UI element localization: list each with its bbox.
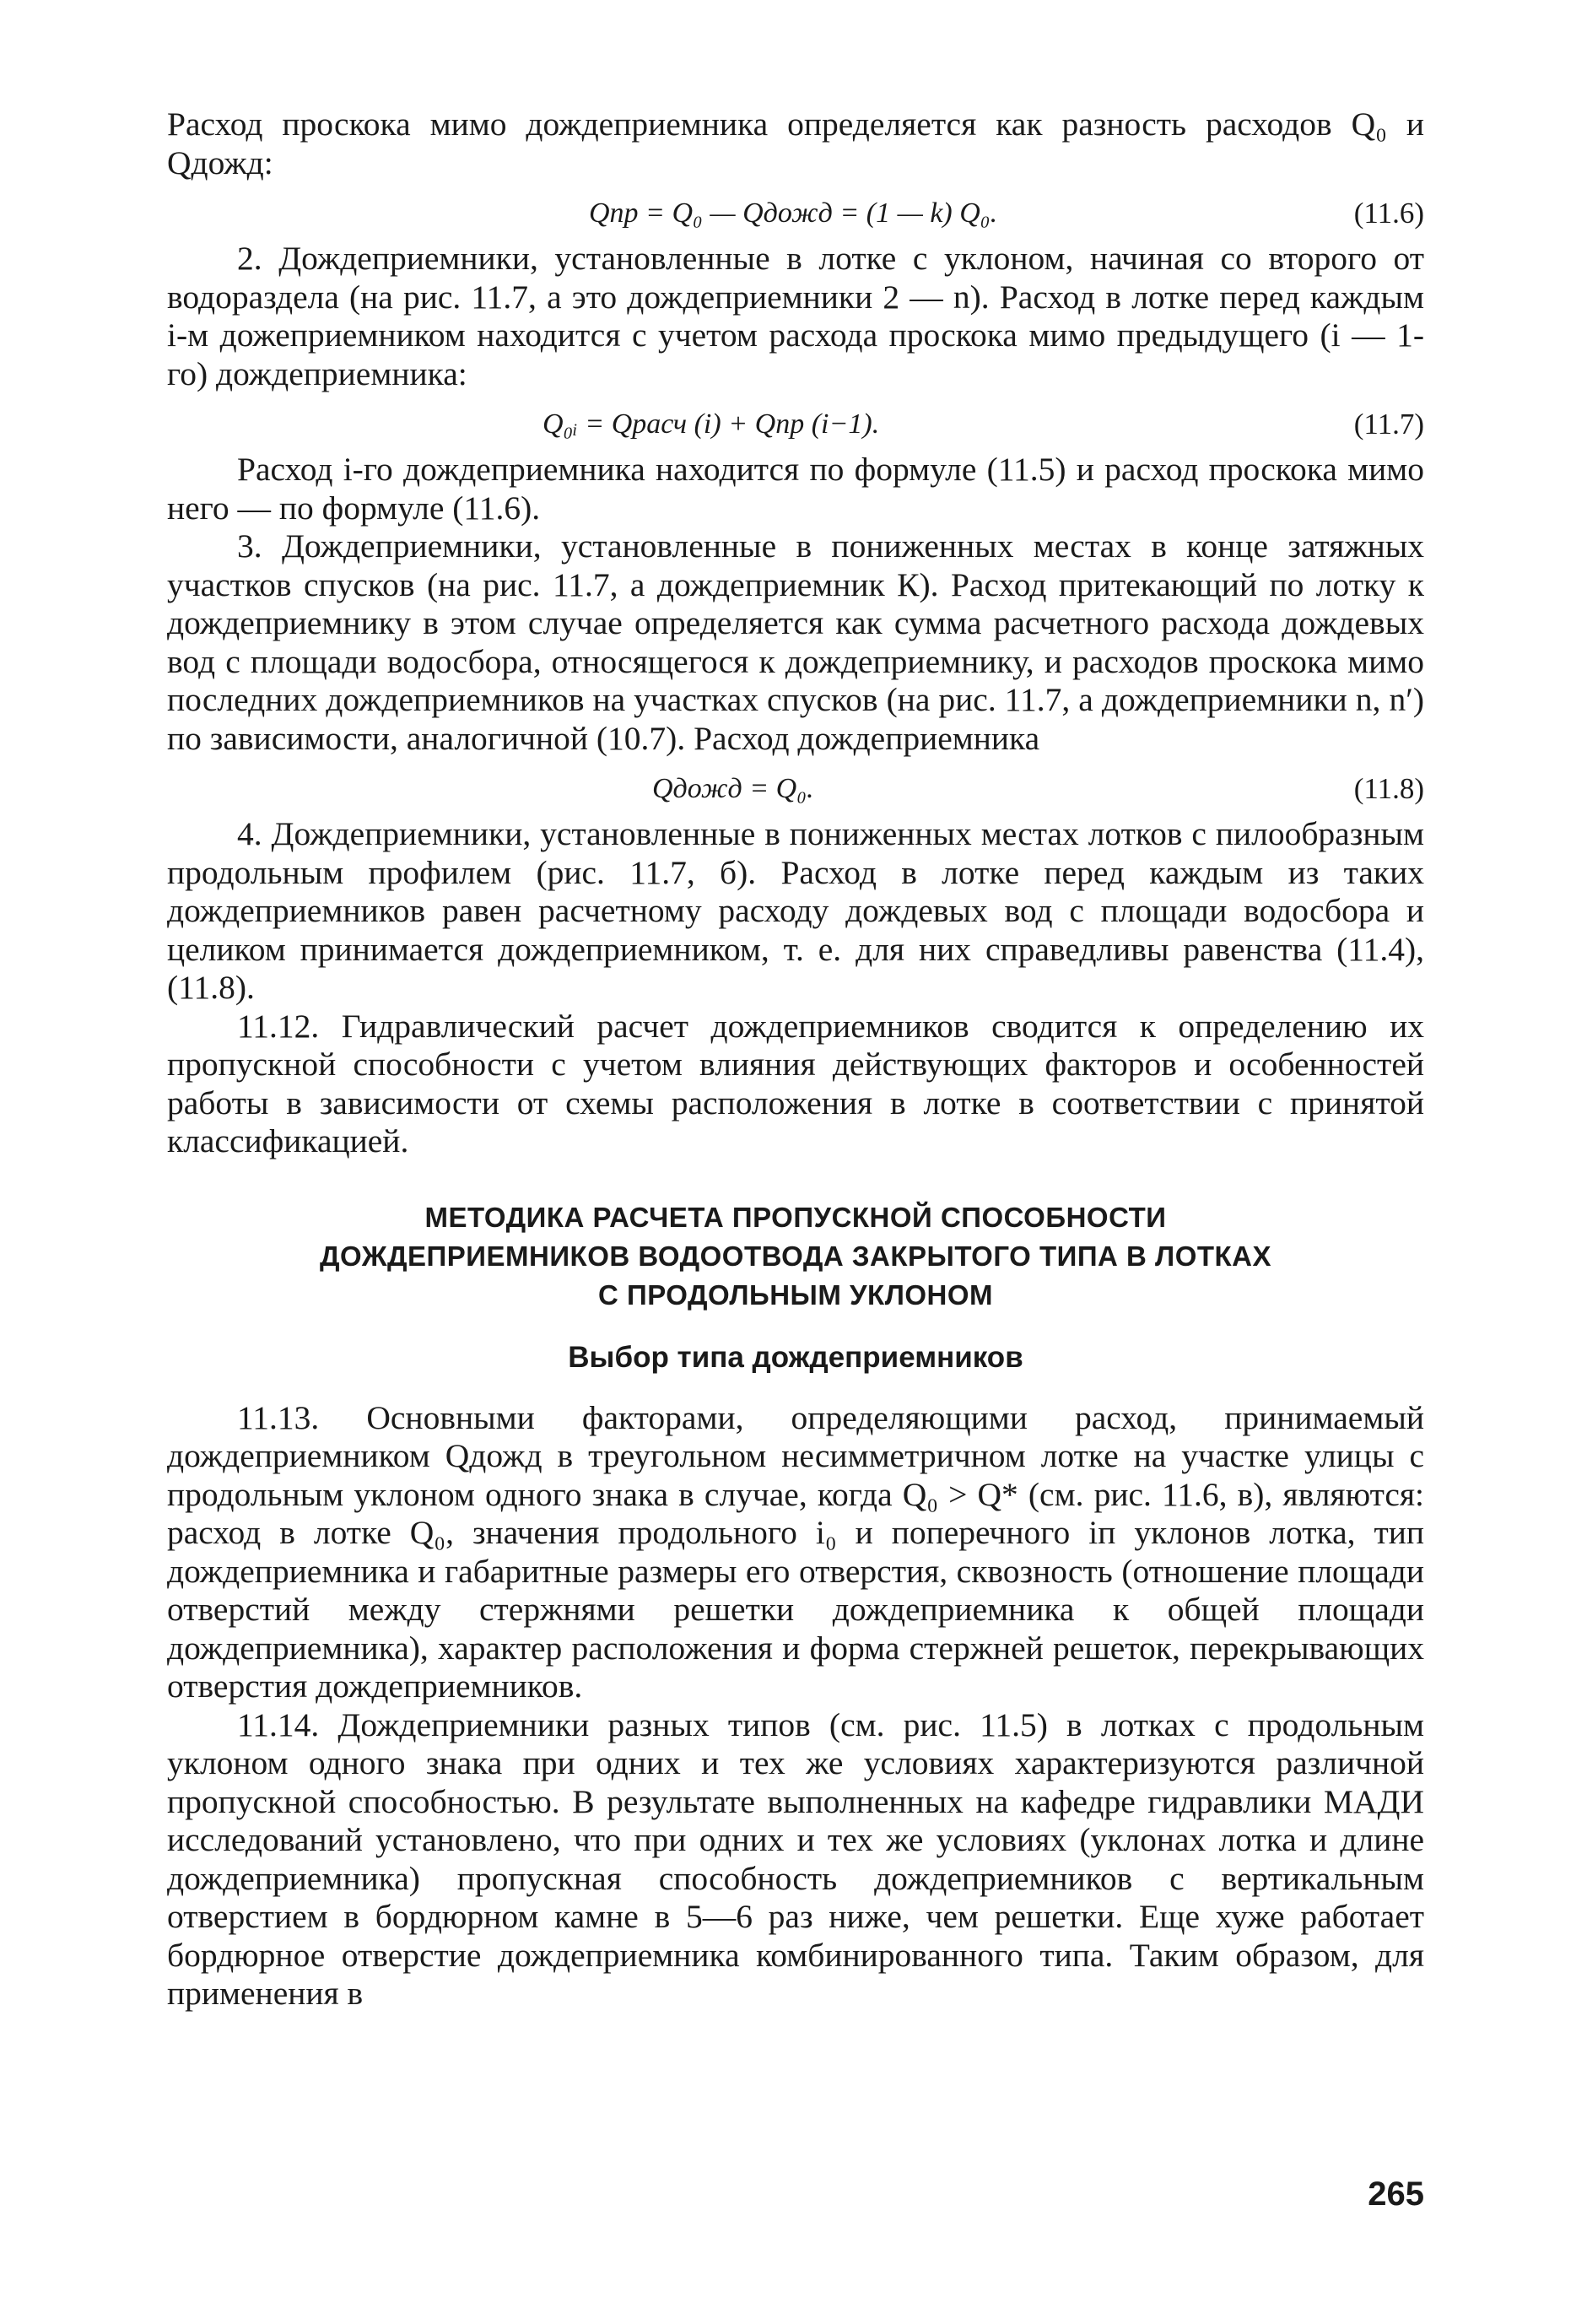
paragraph-11-12: 11.12. Гидравлический расчет дождеприемников сводится к определению их пропускной способности с учетом влияния действующих факторов и особенностей работы в зависимости от схемы расположения в лотке в соответствии с принятой классификацией.	[167, 1007, 1424, 1159]
section-heading	[167, 1198, 1424, 1315]
formula-11-6-number: (11.6)	[1353, 197, 1424, 230]
paragraph-intro: Расход проскока мимо дождеприемника определяется как разность расходов Q₀ и Qдожд:	[167, 105, 1424, 181]
section-heading-line-2: ДОЖДЕПРИЕМНИКОВ ВОДООТВОДА ЗАКРЫТОГО ТИПА В ЛОТКАХ	[319, 1240, 1272, 1272]
section-heading-line-3: С ПРОДОЛЬНЫМ УКЛОНОМ	[597, 1278, 994, 1311]
paragraph-11-14: 11.14. Дождеприемники разных типов (см. рис. 11.5) в лотках с продольным уклоном одного знака при одних и тех же условиях характеризуются различной пропускной способностью. В результате выполненных на кафедре гидравлики МАДИ исследований установлено, что при одних и тех же условиях (уклонах лотка и длине дождеприемника) пропускная способность дождеприемников с вертикальным отверстием в бордюрном камне в 5—6 раз ниже, чем решетки. Еще хуже работает бордюрное отверстие дождеприемника комбинированного типа. Таким образом, для применения в	[167, 1705, 1424, 2012]
paragraph-item-2-continued: Расход i-го дождеприемника находится по формуле (11.5) и расход проскока мимо него — по формуле (11.6).	[167, 451, 1424, 527]
subsection-heading: Выбор типа дождеприемников	[568, 1340, 1023, 1374]
paragraph-item-4: 4. Дождеприемники, установленные в пониженных местах лотков с пилообразным продольным профилем (рис. 11.7, б). Расход в лотке перед каждым из таких дождеприемников равен расчетному расходу дождевых вод с площади водосбора и целиком принимается дождеприемником, т. е. для них справедливы равенства (11.4), (11.8).	[167, 815, 1424, 1006]
formula-11-7	[167, 397, 1424, 446]
formula-11-6	[167, 186, 1424, 235]
paragraph-11-13: 11.13. Основными факторами, определяющими расход, принимаемый дождеприемником Qдожд в треугольном несимметричном лотке на участке улицы с продольным уклоном одного знака в случае, когда Q₀ > Q* (см. рис. 11.6, в), являются: расход в лотке Q₀, значения продольного i₀ и поперечного iп уклонов лотка, тип дождеприемника и габаритные размеры его отверстия, сквозность (отношение площади отверстий между стержнями решетки дождеприемника к общей площади дождеприемника), характер расположения и форма стержней решеток, перекрывающих отверстия дождеприемников.	[167, 1398, 1424, 1705]
formula-11-8	[167, 761, 1424, 810]
formula-11-7-number: (11.7)	[1353, 408, 1424, 440]
formula-11-7-expression: Q₀ᵢ = Qрасч (i) + Qпр (i−1).	[542, 408, 880, 440]
text-column	[167, 105, 1424, 2013]
paragraph-item-3: 3. Дождеприемники, установленные в пониженных местах в конце затяжных участков спусков (на рис. 11.7, а дождеприемник К). Расход притекающий по лотку к дождеприемнику в этом случае определяется как сумма расчетного расхода дождевых вод с площади водосбора, относящегося к дождеприемнику, и расходов проскока мимо последних дождеприемников на участках спусков (на рис. 11.7, а дождеприемники n, n′) по зависимости, аналогичной (10.7). Расход дождеприемника	[167, 527, 1424, 757]
formula-11-8-expression: Qдожд = Q₀.	[652, 773, 814, 804]
formula-11-8-number: (11.8)	[1353, 772, 1424, 805]
section-heading-line-1: МЕТОДИКА РАСЧЕТА ПРОПУСКНОЙ СПОСОБНОСТИ	[424, 1201, 1167, 1233]
formula-11-6-expression: Qпр = Q₀ — Qдожд = (1 — k) Q₀.	[589, 197, 998, 229]
paragraph-item-2: 2. Дождеприемники, установленные в лотке с уклоном, начиная со второго от водораздела (на рис. 11.7, а это дождеприемники 2 — n). Расход в лотке перед каждым i-м дожеприемником находится с учетом расхода проскока мимо предыдущего (i — 1-го) дождеприемника:	[167, 240, 1424, 392]
page-number: 265	[1368, 2175, 1424, 2213]
